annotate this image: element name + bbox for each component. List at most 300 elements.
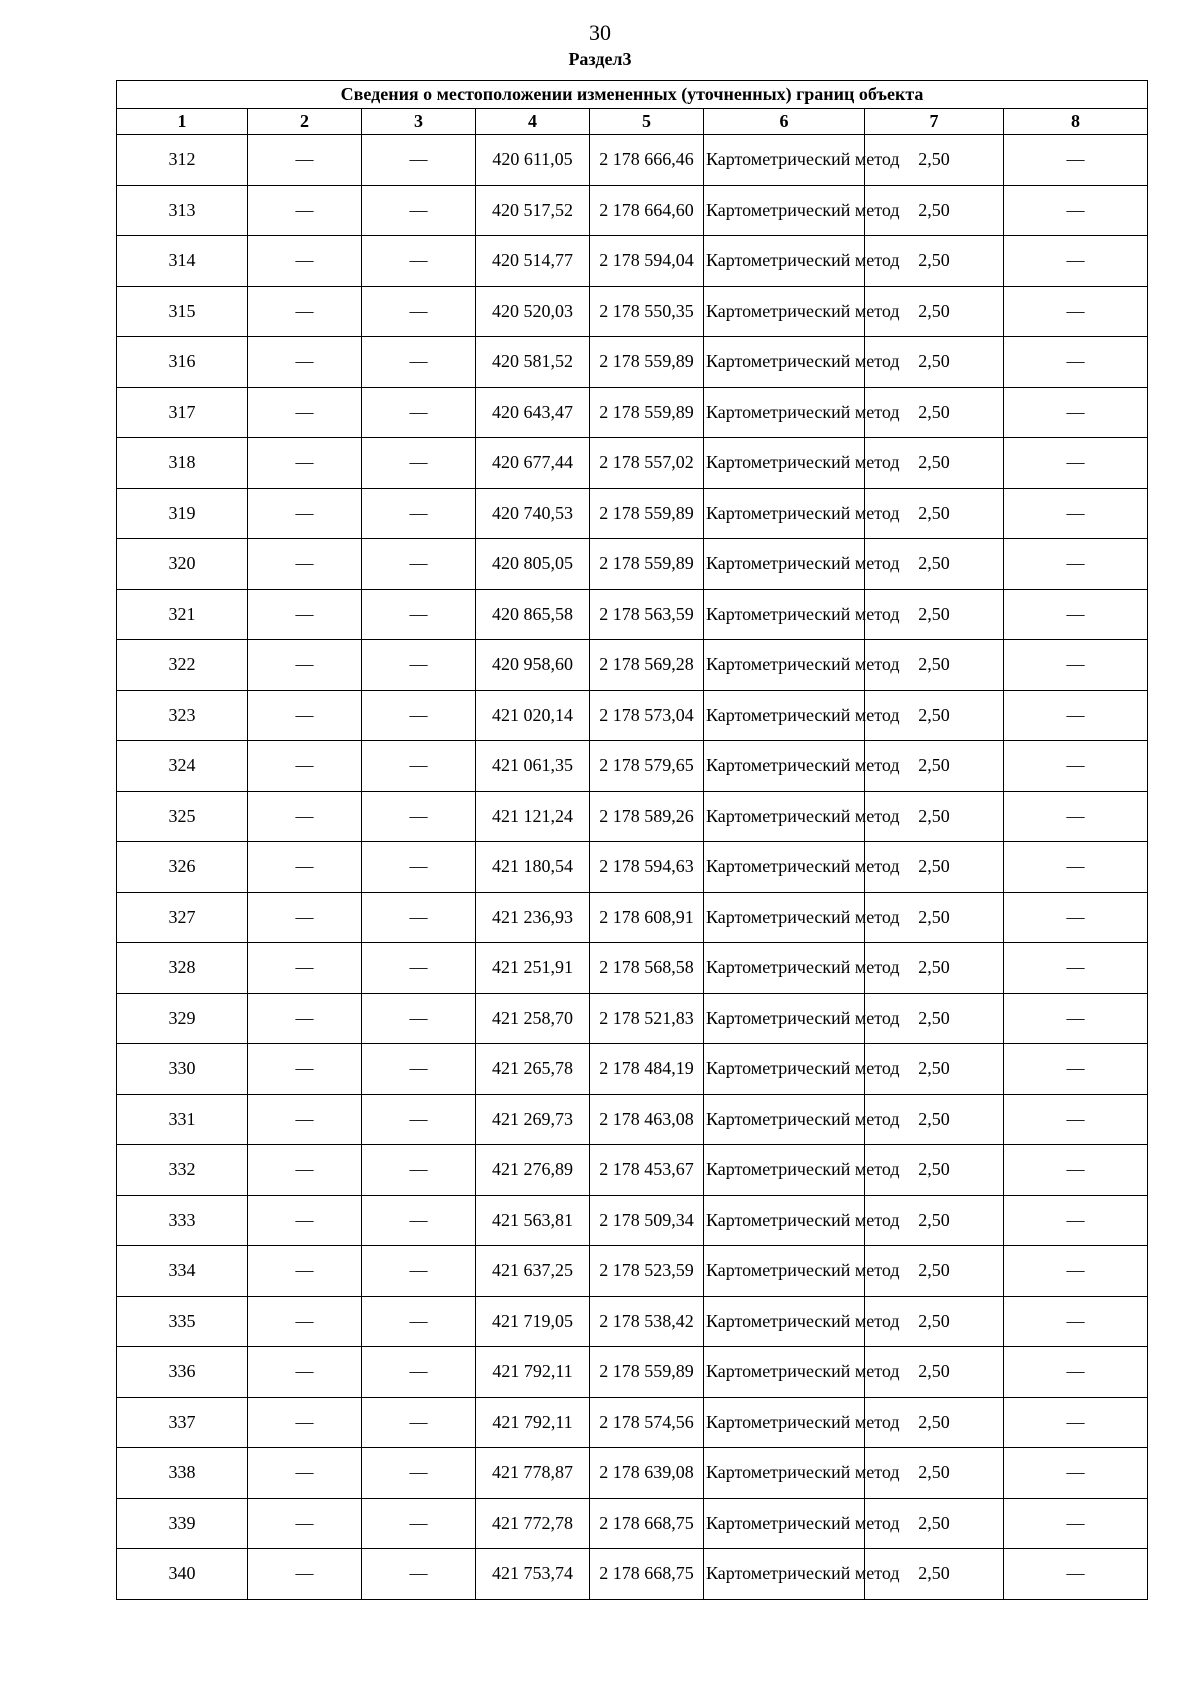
col3-value: — — [362, 1094, 476, 1145]
method — [704, 185, 900, 236]
col3-value: — — [362, 993, 476, 1044]
x-coordinate: 420 581,52 — [476, 337, 590, 388]
table-row — [117, 993, 1148, 1044]
col8-value: — — [1004, 1397, 1148, 1448]
accuracy: 2,50 — [865, 488, 1004, 539]
col3-value: — — [362, 1448, 476, 1499]
method-text: Картометрический метод — [706, 452, 900, 473]
col2-value: — — [248, 1549, 362, 1600]
y-coordinate: 2 178 574,56 — [590, 1397, 704, 1448]
col2-value: — — [248, 1246, 362, 1297]
accuracy: 2,50 — [865, 842, 1004, 893]
col2-value: — — [248, 286, 362, 337]
x-coordinate: 421 180,54 — [476, 842, 590, 893]
col8-value: — — [1004, 943, 1148, 994]
point-number: 316 — [117, 337, 248, 388]
col2-value: — — [248, 337, 362, 388]
table-row — [117, 589, 1148, 640]
accuracy: 2,50 — [865, 1195, 1004, 1246]
x-coordinate: 420 865,58 — [476, 589, 590, 640]
y-coordinate: 2 178 559,89 — [590, 387, 704, 438]
method — [704, 1347, 900, 1398]
method — [704, 640, 900, 691]
method — [704, 438, 900, 489]
col3-value: — — [362, 842, 476, 893]
table-row — [117, 640, 1148, 691]
col2-value: — — [248, 892, 362, 943]
method-text: Картометрический метод — [706, 351, 900, 372]
x-coordinate: 420 520,03 — [476, 286, 590, 337]
method — [704, 1044, 900, 1095]
col3-value: — — [362, 337, 476, 388]
col3-value: — — [362, 1145, 476, 1196]
col3-value: — — [362, 943, 476, 994]
y-coordinate: 2 178 573,04 — [590, 690, 704, 741]
col8-value: — — [1004, 488, 1148, 539]
col8-value: — — [1004, 791, 1148, 842]
table-row — [117, 741, 1148, 792]
col3-value: — — [362, 1044, 476, 1095]
point-number: 340 — [117, 1549, 248, 1600]
accuracy: 2,50 — [865, 1347, 1004, 1398]
col2-value: — — [248, 1094, 362, 1145]
y-coordinate: 2 178 521,83 — [590, 993, 704, 1044]
method — [704, 1195, 900, 1246]
col2-value: — — [248, 135, 362, 186]
table-row — [117, 438, 1148, 489]
table-caption: Сведения о местоположении измененных (уточненных) границ объекта — [117, 81, 1148, 109]
y-coordinate: 2 178 589,26 — [590, 791, 704, 842]
col2-value: — — [248, 1347, 362, 1398]
point-number: 330 — [117, 1044, 248, 1095]
method-text: Картометрический метод — [706, 1512, 900, 1533]
col8-value: — — [1004, 1448, 1148, 1499]
point-number: 329 — [117, 993, 248, 1044]
col3-value: — — [362, 791, 476, 842]
table-row — [117, 1448, 1148, 1499]
accuracy: 2,50 — [865, 993, 1004, 1044]
table-row — [117, 135, 1148, 186]
col2-value: — — [248, 488, 362, 539]
boundary-coordinates-table — [116, 80, 1148, 1600]
column-number: 6 — [704, 109, 865, 135]
col8-value: — — [1004, 135, 1148, 186]
x-coordinate: 421 792,11 — [476, 1347, 590, 1398]
x-coordinate: 421 637,25 — [476, 1246, 590, 1297]
col8-value: — — [1004, 640, 1148, 691]
col8-value: — — [1004, 741, 1148, 792]
method — [704, 1246, 900, 1297]
accuracy: 2,50 — [865, 135, 1004, 186]
y-coordinate: 2 178 664,60 — [590, 185, 704, 236]
point-number: 317 — [117, 387, 248, 438]
table-row — [117, 1145, 1148, 1196]
column-number-row — [117, 109, 1148, 135]
method-text: Картометрический метод — [706, 149, 900, 170]
method — [704, 539, 900, 590]
point-number: 320 — [117, 539, 248, 590]
table-body — [117, 135, 1148, 1600]
x-coordinate: 421 269,73 — [476, 1094, 590, 1145]
table-row — [117, 1397, 1148, 1448]
col8-value: — — [1004, 236, 1148, 287]
point-number: 328 — [117, 943, 248, 994]
y-coordinate: 2 178 550,35 — [590, 286, 704, 337]
y-coordinate: 2 178 463,08 — [590, 1094, 704, 1145]
col8-value: — — [1004, 1549, 1148, 1600]
col8-value: — — [1004, 1094, 1148, 1145]
table-row — [117, 539, 1148, 590]
col8-value: — — [1004, 185, 1148, 236]
point-number: 318 — [117, 438, 248, 489]
table-row — [117, 791, 1148, 842]
method-text: Картометрический метод — [706, 1361, 900, 1382]
col2-value: — — [248, 589, 362, 640]
point-number: 324 — [117, 741, 248, 792]
col2-value: — — [248, 741, 362, 792]
table-row — [117, 185, 1148, 236]
col3-value: — — [362, 438, 476, 489]
point-number: 323 — [117, 690, 248, 741]
y-coordinate: 2 178 559,89 — [590, 488, 704, 539]
x-coordinate: 421 563,81 — [476, 1195, 590, 1246]
table-row — [117, 1549, 1148, 1600]
col2-value: — — [248, 1448, 362, 1499]
table-row — [117, 1195, 1148, 1246]
method — [704, 1549, 900, 1600]
col8-value: — — [1004, 387, 1148, 438]
x-coordinate: 421 276,89 — [476, 1145, 590, 1196]
column-number: 1 — [117, 109, 248, 135]
method — [704, 842, 900, 893]
accuracy: 2,50 — [865, 892, 1004, 943]
method-text: Картометрический метод — [706, 1563, 900, 1584]
col3-value: — — [362, 892, 476, 943]
table-row — [117, 943, 1148, 994]
table-row — [117, 387, 1148, 438]
col8-value: — — [1004, 1498, 1148, 1549]
y-coordinate: 2 178 563,59 — [590, 589, 704, 640]
table-row — [117, 1246, 1148, 1297]
accuracy: 2,50 — [865, 741, 1004, 792]
col3-value: — — [362, 1549, 476, 1600]
point-number: 332 — [117, 1145, 248, 1196]
col2-value: — — [248, 791, 362, 842]
table-row — [117, 842, 1148, 893]
method — [704, 286, 900, 337]
column-number: 4 — [476, 109, 590, 135]
x-coordinate: 421 061,35 — [476, 741, 590, 792]
col8-value: — — [1004, 842, 1148, 893]
col2-value: — — [248, 387, 362, 438]
accuracy: 2,50 — [865, 539, 1004, 590]
col3-value: — — [362, 286, 476, 337]
accuracy: 2,50 — [865, 185, 1004, 236]
method-text: Картометрический метод — [706, 1209, 900, 1230]
col2-value: — — [248, 1498, 362, 1549]
method-text: Картометрический метод — [706, 654, 900, 675]
method-text: Картометрический метод — [706, 755, 900, 776]
col8-value: — — [1004, 1296, 1148, 1347]
col3-value: — — [362, 1347, 476, 1398]
column-number: 7 — [865, 109, 1004, 135]
point-number: 327 — [117, 892, 248, 943]
y-coordinate: 2 178 559,89 — [590, 337, 704, 388]
table-row — [117, 892, 1148, 943]
point-number: 337 — [117, 1397, 248, 1448]
x-coordinate: 420 517,52 — [476, 185, 590, 236]
x-coordinate: 420 643,47 — [476, 387, 590, 438]
col2-value: — — [248, 539, 362, 590]
col3-value: — — [362, 1195, 476, 1246]
accuracy: 2,50 — [865, 589, 1004, 640]
x-coordinate: 420 958,60 — [476, 640, 590, 691]
method-text: Картометрический метод — [706, 1462, 900, 1483]
table-row — [117, 236, 1148, 287]
point-number: 314 — [117, 236, 248, 287]
table-row — [117, 488, 1148, 539]
x-coordinate: 421 251,91 — [476, 943, 590, 994]
col3-value: — — [362, 589, 476, 640]
method — [704, 135, 900, 186]
y-coordinate: 2 178 568,58 — [590, 943, 704, 994]
y-coordinate: 2 178 509,34 — [590, 1195, 704, 1246]
table-row — [117, 1044, 1148, 1095]
method — [704, 337, 900, 388]
col3-value: — — [362, 1246, 476, 1297]
x-coordinate: 421 265,78 — [476, 1044, 590, 1095]
point-number: 312 — [117, 135, 248, 186]
accuracy: 2,50 — [865, 690, 1004, 741]
method-text: Картометрический метод — [706, 856, 900, 877]
col8-value: — — [1004, 993, 1148, 1044]
method-text: Картометрический метод — [706, 805, 900, 826]
y-coordinate: 2 178 559,89 — [590, 1347, 704, 1398]
accuracy: 2,50 — [865, 1044, 1004, 1095]
x-coordinate: 421 020,14 — [476, 690, 590, 741]
method — [704, 236, 900, 287]
col2-value: — — [248, 1145, 362, 1196]
method — [704, 1094, 900, 1145]
method-text: Картометрический метод — [706, 502, 900, 523]
column-number: 8 — [1004, 109, 1148, 135]
col8-value: — — [1004, 1145, 1148, 1196]
method — [704, 1498, 900, 1549]
method — [704, 690, 900, 741]
y-coordinate: 2 178 484,19 — [590, 1044, 704, 1095]
accuracy: 2,50 — [865, 387, 1004, 438]
accuracy: 2,50 — [865, 1094, 1004, 1145]
accuracy: 2,50 — [865, 286, 1004, 337]
col8-value: — — [1004, 892, 1148, 943]
method-text: Картометрический метод — [706, 1159, 900, 1180]
method-text: Картометрический метод — [706, 199, 900, 220]
column-number: 3 — [362, 109, 476, 135]
col8-value: — — [1004, 690, 1148, 741]
point-number: 325 — [117, 791, 248, 842]
col2-value: — — [248, 943, 362, 994]
table-row — [117, 1498, 1148, 1549]
accuracy: 2,50 — [865, 640, 1004, 691]
col8-value: — — [1004, 1246, 1148, 1297]
col8-value: — — [1004, 438, 1148, 489]
x-coordinate: 420 677,44 — [476, 438, 590, 489]
col8-value: — — [1004, 589, 1148, 640]
point-number: 336 — [117, 1347, 248, 1398]
col2-value: — — [248, 1195, 362, 1246]
col2-value: — — [248, 185, 362, 236]
method-text: Картометрический метод — [706, 704, 900, 725]
x-coordinate: 421 121,24 — [476, 791, 590, 842]
y-coordinate: 2 178 569,28 — [590, 640, 704, 691]
col3-value: — — [362, 640, 476, 691]
col2-value: — — [248, 993, 362, 1044]
table-row — [117, 337, 1148, 388]
col8-value: — — [1004, 286, 1148, 337]
accuracy: 2,50 — [865, 438, 1004, 489]
col3-value: — — [362, 488, 476, 539]
method-text: Картометрический метод — [706, 553, 900, 574]
accuracy: 2,50 — [865, 1145, 1004, 1196]
column-number: 5 — [590, 109, 704, 135]
accuracy: 2,50 — [865, 1246, 1004, 1297]
point-number: 338 — [117, 1448, 248, 1499]
y-coordinate: 2 178 579,65 — [590, 741, 704, 792]
col3-value: — — [362, 690, 476, 741]
method — [704, 1397, 900, 1448]
x-coordinate: 421 753,74 — [476, 1549, 590, 1600]
x-coordinate: 421 778,87 — [476, 1448, 590, 1499]
y-coordinate: 2 178 668,75 — [590, 1498, 704, 1549]
col3-value: — — [362, 1296, 476, 1347]
method-text: Картометрический метод — [706, 957, 900, 978]
col8-value: — — [1004, 337, 1148, 388]
point-number: 315 — [117, 286, 248, 337]
column-number: 2 — [248, 109, 362, 135]
table-row — [117, 1347, 1148, 1398]
point-number: 322 — [117, 640, 248, 691]
point-number: 319 — [117, 488, 248, 539]
method-text: Картометрический метод — [706, 401, 900, 422]
y-coordinate: 2 178 557,02 — [590, 438, 704, 489]
col2-value: — — [248, 1397, 362, 1448]
table-row — [117, 1296, 1148, 1347]
table-row — [117, 286, 1148, 337]
point-number: 331 — [117, 1094, 248, 1145]
y-coordinate: 2 178 594,63 — [590, 842, 704, 893]
y-coordinate: 2 178 666,46 — [590, 135, 704, 186]
col3-value: — — [362, 135, 476, 186]
y-coordinate: 2 178 538,42 — [590, 1296, 704, 1347]
section-title: Раздел3 — [568, 49, 632, 69]
method — [704, 993, 900, 1044]
accuracy: 2,50 — [865, 943, 1004, 994]
method — [704, 741, 900, 792]
x-coordinate: 421 719,05 — [476, 1296, 590, 1347]
col8-value: — — [1004, 1044, 1148, 1095]
method — [704, 488, 900, 539]
col3-value: — — [362, 236, 476, 287]
method-text: Картометрический метод — [706, 1058, 900, 1079]
y-coordinate: 2 178 608,91 — [590, 892, 704, 943]
col3-value: — — [362, 741, 476, 792]
x-coordinate: 421 772,78 — [476, 1498, 590, 1549]
y-coordinate: 2 178 453,67 — [590, 1145, 704, 1196]
col2-value: — — [248, 438, 362, 489]
x-coordinate: 420 514,77 — [476, 236, 590, 287]
table-caption-row — [117, 81, 1148, 109]
col2-value: — — [248, 1296, 362, 1347]
accuracy: 2,50 — [865, 1498, 1004, 1549]
method-text: Картометрический метод — [706, 1310, 900, 1331]
method — [704, 589, 900, 640]
method — [704, 1145, 900, 1196]
col2-value: — — [248, 690, 362, 741]
method — [704, 1296, 900, 1347]
point-number: 339 — [117, 1498, 248, 1549]
x-coordinate: 420 740,53 — [476, 488, 590, 539]
method-text: Картометрический метод — [706, 906, 900, 927]
col8-value: — — [1004, 1347, 1148, 1398]
point-number: 335 — [117, 1296, 248, 1347]
col3-value: — — [362, 387, 476, 438]
col2-value: — — [248, 1044, 362, 1095]
point-number: 321 — [117, 589, 248, 640]
table-row — [117, 690, 1148, 741]
method — [704, 943, 900, 994]
y-coordinate: 2 178 523,59 — [590, 1246, 704, 1297]
point-number: 334 — [117, 1246, 248, 1297]
method — [704, 791, 900, 842]
method-text: Картометрический метод — [706, 1108, 900, 1129]
col8-value: — — [1004, 1195, 1148, 1246]
point-number: 313 — [117, 185, 248, 236]
accuracy: 2,50 — [865, 1397, 1004, 1448]
page-number: 30 — [589, 20, 611, 45]
x-coordinate: 421 236,93 — [476, 892, 590, 943]
x-coordinate: 421 792,11 — [476, 1397, 590, 1448]
accuracy: 2,50 — [865, 236, 1004, 287]
method-text: Картометрический метод — [706, 300, 900, 321]
accuracy: 2,50 — [865, 337, 1004, 388]
col3-value: — — [362, 539, 476, 590]
x-coordinate: 421 258,70 — [476, 993, 590, 1044]
method-text: Картометрический метод — [706, 1411, 900, 1432]
method-text: Картометрический метод — [706, 1007, 900, 1028]
accuracy: 2,50 — [865, 791, 1004, 842]
x-coordinate: 420 805,05 — [476, 539, 590, 590]
y-coordinate: 2 178 639,08 — [590, 1448, 704, 1499]
col2-value: — — [248, 842, 362, 893]
method-text: Картометрический метод — [706, 250, 900, 271]
method — [704, 892, 900, 943]
table-row — [117, 1094, 1148, 1145]
method-text: Картометрический метод — [706, 1260, 900, 1281]
accuracy: 2,50 — [865, 1549, 1004, 1600]
point-number: 333 — [117, 1195, 248, 1246]
method — [704, 1448, 900, 1499]
col3-value: — — [362, 185, 476, 236]
accuracy: 2,50 — [865, 1296, 1004, 1347]
col2-value: — — [248, 236, 362, 287]
col3-value: — — [362, 1498, 476, 1549]
point-number: 326 — [117, 842, 248, 893]
accuracy: 2,50 — [865, 1448, 1004, 1499]
y-coordinate: 2 178 594,04 — [590, 236, 704, 287]
x-coordinate: 420 611,05 — [476, 135, 590, 186]
col3-value: — — [362, 1397, 476, 1448]
y-coordinate: 2 178 559,89 — [590, 539, 704, 590]
